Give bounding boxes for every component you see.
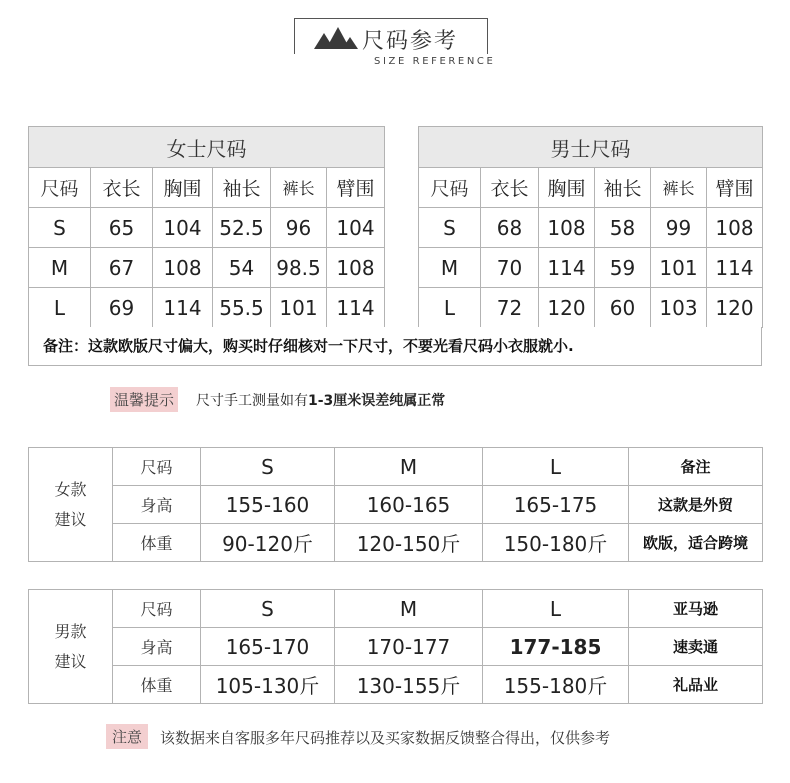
table-row [29,666,763,704]
table-cell: L [29,288,91,328]
table-cell: M [335,590,483,628]
row-label: 体重 [113,524,201,562]
table-cell: 120 [539,288,595,328]
page-subtitle: SIZE REFERENCE [374,56,496,67]
table-cell: 99 [651,208,707,248]
table-cell: 101 [651,248,707,288]
table-cell: 这款是外贸 [629,486,763,524]
table-row [29,288,385,328]
table-cell: 155-180斤 [483,666,629,704]
table-cell: M [29,248,91,288]
table-cell: 105-130斤 [201,666,335,704]
header-cell: 臂围 [707,168,763,208]
table-row [29,208,385,248]
table-cell: M [335,448,483,486]
table-cell: 114 [153,288,213,328]
tip-text-prefix: 尺寸手工测量如有 [196,393,308,409]
footer-text: 该数据来自客服多年尺码推荐以及买家数据反馈整合得出，仅供参考 [160,729,611,747]
table-header-row [419,168,763,208]
table-cell: 114 [707,248,763,288]
row-label: 体重 [113,666,201,704]
table-cell: 108 [327,248,385,288]
table-cell: 60 [595,288,651,328]
table-row [29,628,763,666]
men-rec-group-label: 男款建议 [29,590,113,704]
table-cell: 备注 [629,448,763,486]
table-cell: 165-175 [483,486,629,524]
header-cell: 裤长 [271,168,327,208]
table-row [29,448,763,486]
table-row [419,248,763,288]
header-cell: 胸围 [539,168,595,208]
table-cell: 59 [595,248,651,288]
table-cell: 108 [539,208,595,248]
table-cell: 108 [707,208,763,248]
table-cell: L [483,448,629,486]
row-label: 尺码 [113,590,201,628]
table-cell: 67 [91,248,153,288]
table-cell: L [419,288,481,328]
women-rec-group-label: 女款建议 [29,448,113,562]
table-cell: 160-165 [335,486,483,524]
table-cell: 58 [595,208,651,248]
header-cell: 衣长 [91,168,153,208]
footer-label: 注意 [106,724,148,749]
women-recommendation-table [28,447,763,562]
size-note: 备注：这款欧版尺寸偏大，购买时仔细核对一下尺寸，不要光看尺码小衣服就小. [28,327,762,366]
table-cell: 98.5 [271,248,327,288]
table-cell: 速卖通 [629,628,763,666]
table-cell: 130-155斤 [335,666,483,704]
table-cell: 礼品业 [629,666,763,704]
table-cell: 155-160 [201,486,335,524]
table-cell: 68 [481,208,539,248]
table-cell: S [201,448,335,486]
men-recommendation-table [28,589,763,704]
header-cell: 袖长 [595,168,651,208]
table-cell: M [419,248,481,288]
table-cell: 101 [271,288,327,328]
table-cell: 90-120斤 [201,524,335,562]
tip-text-bold: 1-3厘米误差纯属正常 [308,393,446,409]
header-cell: 裤长 [651,168,707,208]
header-cell: 尺码 [29,168,91,208]
table-cell: 150-180斤 [483,524,629,562]
table-cell: S [419,208,481,248]
table-row [419,208,763,248]
tip-label: 温馨提示 [110,387,178,412]
table-row [29,590,763,628]
tip-text [196,390,445,410]
row-label: 身高 [113,486,201,524]
row-label: 身高 [113,628,201,666]
table-cell: 亚马逊 [629,590,763,628]
mountain-icon [314,27,358,49]
header-cell: 袖长 [213,168,271,208]
men-size-table [418,126,763,328]
table-cell: 65 [91,208,153,248]
table-cell: 70 [481,248,539,288]
header-cell: 胸围 [153,168,213,208]
table-cell: 104 [327,208,385,248]
table-row [29,486,763,524]
table-cell: 54 [213,248,271,288]
table-cell: 170-177 [335,628,483,666]
table-cell: 120-150斤 [335,524,483,562]
table-row [29,248,385,288]
row-label: 尺码 [113,448,201,486]
table-cell: 69 [91,288,153,328]
table-cell: 114 [327,288,385,328]
table-cell: 114 [539,248,595,288]
table-row [419,288,763,328]
table-cell: 120 [707,288,763,328]
table-cell: 108 [153,248,213,288]
table-cell: 欧版，适合跨境 [629,524,763,562]
table-cell: 72 [481,288,539,328]
table-cell: 52.5 [213,208,271,248]
page-title: 尺码参考 [362,29,459,54]
table-row [29,524,763,562]
header-cell: 尺码 [419,168,481,208]
men-table-title: 男士尺码 [419,127,763,168]
table-cell: 104 [153,208,213,248]
table-cell: S [201,590,335,628]
women-size-table [28,126,385,328]
table-cell: 177-185 [483,628,629,666]
table-cell: L [483,590,629,628]
table-header-row [29,168,385,208]
header-cell: 衣长 [481,168,539,208]
table-cell: S [29,208,91,248]
table-cell: 96 [271,208,327,248]
table-cell: 103 [651,288,707,328]
table-cell: 55.5 [213,288,271,328]
table-cell: 165-170 [201,628,335,666]
header-cell: 臂围 [327,168,385,208]
women-table-title: 女士尺码 [29,127,385,168]
